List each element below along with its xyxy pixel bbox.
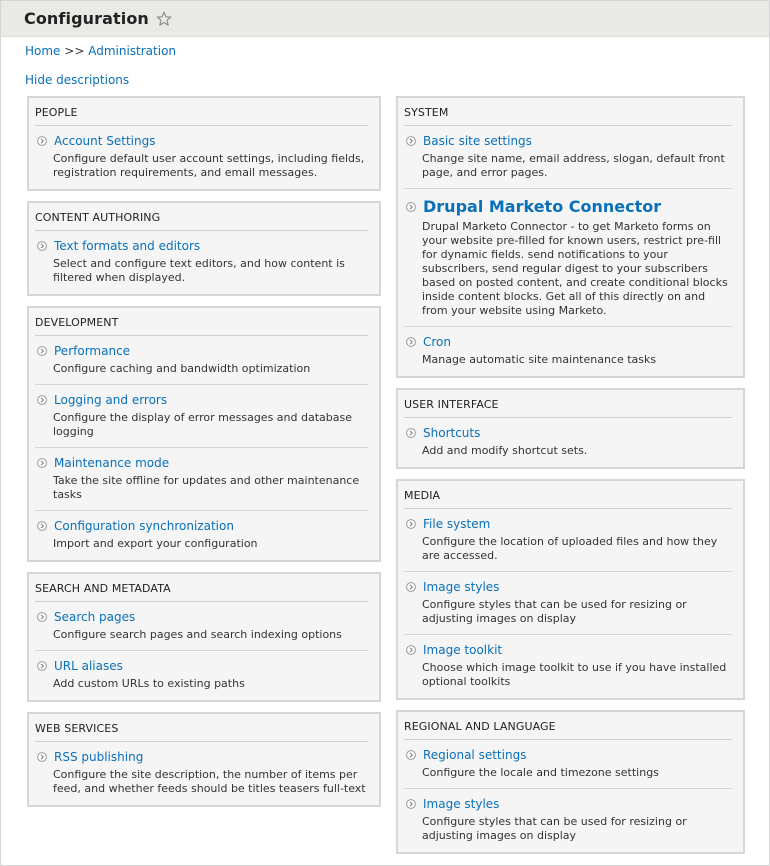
circle-chevron-icon [37,346,47,356]
image-styles-link[interactable]: Image styles [423,797,500,811]
config-item-logging-and-errors [35,385,368,448]
maintenance-mode-link[interactable]: Maintenance mode [54,456,170,470]
page-title: Configuration [24,9,149,28]
image-toolkit-link[interactable]: Image toolkit [423,643,503,657]
circle-chevron-icon [406,136,416,146]
panel-title: SEARCH AND METADATA [35,574,368,602]
hide-descriptions-link[interactable]: Hide descriptions [25,73,130,87]
breadcrumb-home-link[interactable]: Home [25,44,61,58]
star-outline-icon[interactable] [156,11,172,27]
shortcuts-link[interactable]: Shortcuts [423,426,481,440]
panel-title: REGIONAL AND LANGUAGE [404,712,732,740]
config-item-description: Choose which image toolkit to use if you have installed optional toolkits [422,661,727,688]
circle-chevron-icon [406,582,416,592]
breadcrumb-separator: >> [64,44,85,58]
circle-chevron-icon [406,337,416,347]
panel-title: USER INTERFACE [404,390,732,418]
breadcrumb-administration-link[interactable]: Administration [88,44,177,58]
config-item-description: Add custom URLs to existing paths [53,677,245,690]
circle-chevron-icon [37,752,47,762]
config-item-cron [404,327,732,367]
config-item-file-system [404,509,732,572]
panel-title: MEDIA [404,481,732,509]
left-column [27,96,381,817]
config-item-description: Configure default user account settings, including fields, registration requirements, and email messages. [53,152,365,179]
config-item-description: Select and configure text editors, and how content is filtered when displayed. [53,257,345,284]
text-formats-and-editors-link[interactable]: Text formats and editors [54,239,201,253]
circle-chevron-icon [37,521,47,531]
circle-chevron-icon [406,799,416,809]
file-system-link[interactable]: File system [423,517,491,531]
cron-link[interactable]: Cron [423,335,451,349]
panel-regional-and-language [396,710,745,854]
circle-chevron-icon [37,612,47,622]
config-item-description: Configure the locale and timezone settings [422,766,659,779]
panel-title: SYSTEM [404,98,732,126]
panel-title: WEB SERVICES [35,714,368,742]
panel-title: CONTENT AUTHORING [35,203,368,231]
config-item-performance [35,336,368,385]
circle-chevron-icon [37,241,47,251]
config-item-image-styles [404,789,732,843]
config-item-basic-site-settings [404,126,732,189]
circle-chevron-icon [406,645,416,655]
logging-and-errors-link[interactable]: Logging and errors [54,393,168,407]
hide-descriptions [25,73,129,87]
config-item-url-aliases [35,651,368,691]
image-styles-link[interactable]: Image styles [423,580,500,594]
config-item-search-pages [35,602,368,651]
config-item-drupal-marketo-connector [404,189,732,327]
panel-media [396,479,745,700]
panel-people [27,96,381,191]
circle-chevron-icon [37,661,47,671]
panel-title: DEVELOPMENT [35,308,368,336]
config-item-account-settings [35,126,368,180]
basic-site-settings-link[interactable]: Basic site settings [423,134,532,148]
circle-chevron-icon [406,750,416,760]
panel-web-services [27,712,381,807]
config-item-description: Configure caching and bandwidth optimization [53,362,311,375]
config-item-description: Configure the location of uploaded files and how they are accessed. [422,535,718,562]
config-item-rss-publishing [35,742,368,796]
circle-chevron-icon [406,519,416,529]
config-item-description: Configure search pages and search indexing options [53,628,342,641]
config-item-description: Change site name, email address, slogan, default front page, and error pages. [422,152,725,179]
config-item-regional-settings [404,740,732,789]
panel-system [396,96,745,378]
config-item-configuration-synchronization [35,511,368,551]
config-item-image-toolkit [404,635,732,689]
config-item-description: Add and modify shortcut sets. [422,444,588,457]
circle-chevron-icon [37,458,47,468]
rss-publishing-link[interactable]: RSS publishing [54,750,144,764]
panel-content-authoring [27,201,381,296]
circle-chevron-icon [37,136,47,146]
config-item-description: Manage automatic site maintenance tasks [422,353,657,366]
config-item-description: Drupal Marketo Connector - to get Marketo forms on your website pre-filled for known users, restrict pre-fill for dynamic fields. send notifications to your subscribers, send regular digest to your subscribers based on posted content, and create conditional blocks inside content blocks. Get all of this directly on and from your website using Marketo. [422,220,728,317]
config-item-description: Configure styles that can be used for resizing or adjusting images on display [422,815,687,842]
title-bar [1,1,769,37]
panel-development [27,306,381,562]
config-item-description: Configure the display of error messages and database logging [53,411,352,438]
config-item-shortcuts [404,418,732,458]
config-item-text-formats-and-editors [35,231,368,285]
config-item-description: Take the site offline for updates and other maintenance tasks [53,474,360,501]
configuration-synchronization-link[interactable]: Configuration synchronization [54,519,234,533]
panel-search-and-metadata [27,572,381,702]
drupal-marketo-connector-link[interactable]: Drupal Marketo Connector [423,197,662,216]
config-item-description: Import and export your configuration [53,537,258,550]
config-item-description: Configure the site description, the number of items per feed, and whether feeds should be titles teasers full-text [53,768,366,795]
circle-chevron-icon [406,428,416,438]
regional-settings-link[interactable]: Regional settings [423,748,527,762]
search-pages-link[interactable]: Search pages [54,610,136,624]
circle-chevron-icon [37,395,47,405]
circle-chevron-icon [406,202,416,212]
config-item-description: Configure styles that can be used for resizing or adjusting images on display [422,598,687,625]
performance-link[interactable]: Performance [54,344,131,358]
config-item-image-styles [404,572,732,635]
panel-title: PEOPLE [35,98,368,126]
panel-user-interface [396,388,745,469]
breadcrumb [25,44,176,58]
config-item-maintenance-mode [35,448,368,511]
account-settings-link[interactable]: Account Settings [54,134,156,148]
right-column [396,96,745,864]
url-aliases-link[interactable]: URL aliases [54,659,123,673]
